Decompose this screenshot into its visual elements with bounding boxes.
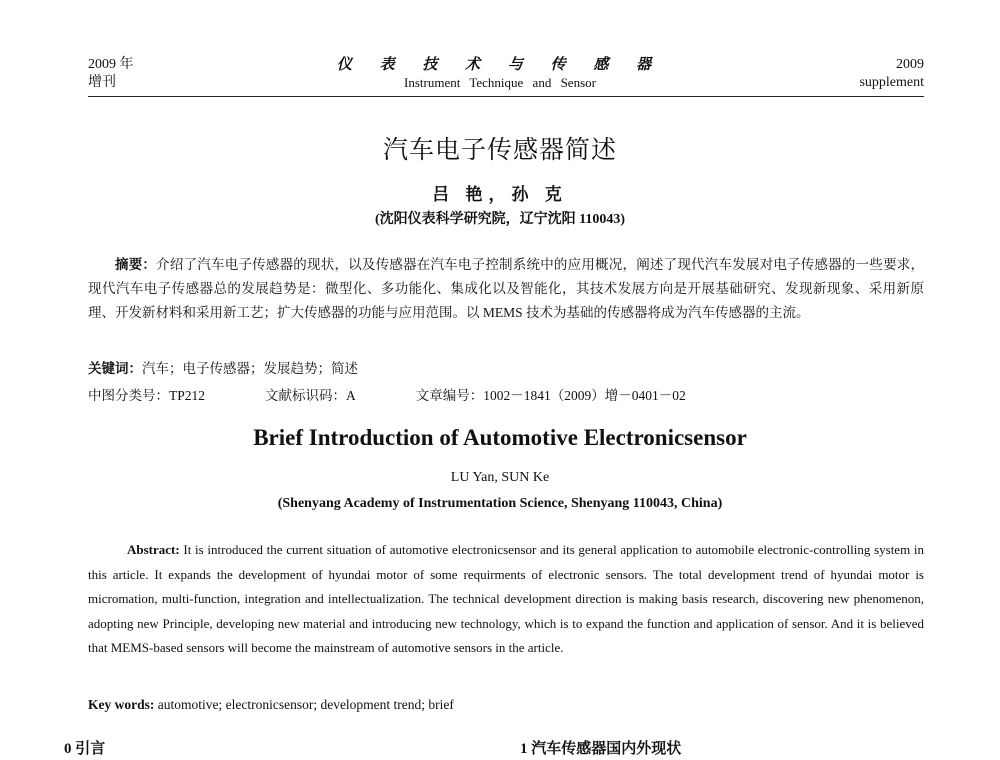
section-heading-status: 1 汽车传感器国内外现状	[520, 741, 682, 757]
header-issue: 增刊	[88, 75, 116, 90]
keywords-en-label: Key words:	[88, 697, 155, 712]
keywords-cn	[88, 357, 924, 381]
affiliation-en: (Shenyang Academy of Instrumentation Science, Shenyang 110043, China)	[277, 496, 723, 511]
journal-name-en: Instrument Technique and Sensor	[404, 75, 596, 90]
paper-title-cn: 汽车电子传感器简述	[382, 135, 617, 164]
abstract-en	[88, 538, 924, 661]
header-year-right: 2009	[896, 57, 924, 72]
header-issue-right: supplement	[859, 75, 924, 90]
journal-name-cn: 仪 表 技 术 与 传 感 器	[336, 57, 664, 73]
header-year: 2009 年	[88, 57, 134, 72]
keywords-en-text: automotive; electronicsensor; development trend; brief	[157, 697, 454, 712]
header-divider	[88, 96, 924, 97]
keywords-en	[88, 697, 454, 713]
clc-number: 中图分类号：TP212	[88, 388, 206, 403]
abstract-en-text: It is introduced the current situation of automotive electronicsensor and its general application to automobile electronic-controlling system in this article. It expands the development of hyundai motor of some requirments of electronic sensors. The total development trend of hyundai motor is micromation, multi-function, integration and intellectualization. The technical development direction is making basis research, discovering new phenomenon, adopting new Principle, developing new material and introducing new technology, which is to expand the function and application of sensor. And it is believed that MEMS-based sensors will become the mainstream of automotive sensors in the article.	[88, 542, 924, 655]
keywords-cn-text: 汽车；电子传感器；发展趋势；简述	[142, 361, 358, 376]
header-right	[859, 56, 924, 92]
authors-en: LU Yan, SUN Ke	[450, 470, 550, 485]
article-number: 文章编号：1002－1841（2009）增－0401－02	[415, 388, 686, 403]
abstract-cn	[88, 253, 924, 325]
paper-title-en: Brief Introduction of Automotive Electronicsensor	[253, 425, 747, 450]
affiliation-cn: (沈阳仪表科学研究院，辽宁沈阳 110043)	[374, 212, 626, 227]
authors-cn: 吕 艳，孙 克	[432, 185, 568, 204]
abstract-cn-text: 介绍了汽车电子传感器的现状，以及传感器在汽车电子控制系统中的应用概况，阐述了现代汽车发展对电子传感器的一些要求，现代汽车电子传感器总的发展趋势是：微型化、多功能化、集成化以及智能化，其技术发展方向是开展基础研究、发现新现象、采用新原理、开发新材料和采用新工艺；扩大传感器的功能与应用范围。以 MEMS 技术为基础的传感器将成为汽车传感器的主流。	[88, 257, 925, 320]
keywords-cn-label: 关键词：	[88, 361, 142, 376]
abstract-cn-label: 摘要：	[115, 257, 157, 272]
abstract-en-label: Abstract:	[127, 542, 180, 557]
section-heading-intro: 0 引言	[64, 741, 106, 757]
document-code: 文献标识码：A	[265, 388, 356, 403]
classification-line	[88, 385, 686, 407]
journal-header	[0, 56, 1000, 92]
